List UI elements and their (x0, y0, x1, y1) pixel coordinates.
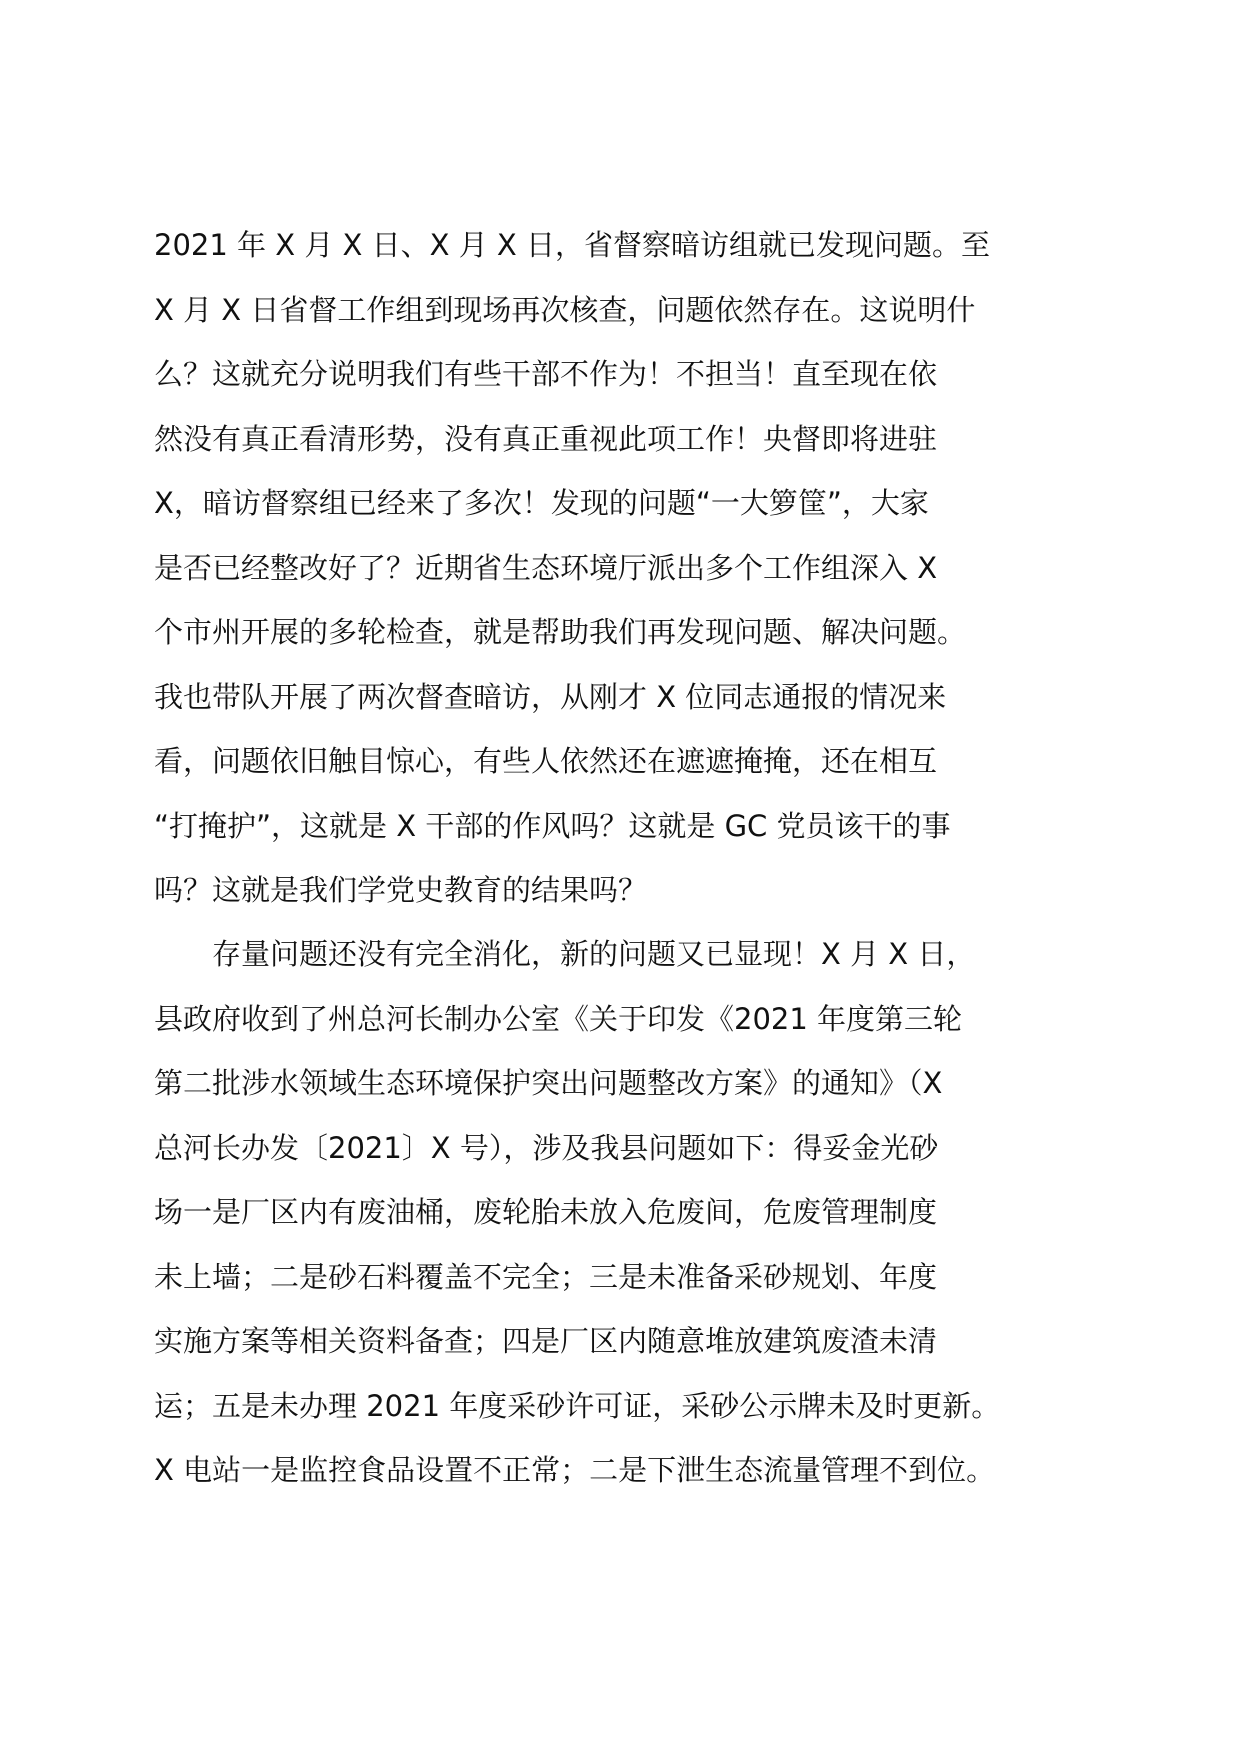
text-line: 个市州开展的多轮检查，就是帮助我们再发现问题、解决问题。 (154, 615, 967, 649)
text-line: X，暗访督察组已经来了多次！发现的问题“一大箩筐”，大家 (154, 486, 929, 520)
paragraph-1 (154, 213, 1094, 923)
text-line: 存量问题还没有完全消化，新的问题又已显现！X 月 X 日， (154, 937, 976, 971)
paragraph-2 (154, 922, 1094, 1503)
text-line: 场一是厂区内有废油桶，废轮胎未放入危废间，危废管理制度 (154, 1195, 938, 1229)
text-line: 是否已经整改好了？近期省生态环境厅派出多个工作组深入 X (154, 550, 938, 585)
text-line: 2021 年 X 月 X 日、X 月 X 日，省督察暗访组就已发现问题。至 (154, 228, 991, 262)
text-line: 么？这就充分说明我们有些干部不作为！不担当！直至现在依 (154, 357, 938, 391)
text-line: 运；五是未办理 2021 年度采砂许可证，采砂公示牌未及时更新。 (154, 1388, 1001, 1423)
text-line: 未上墙；二是砂石料覆盖不完全；三是未准备采砂规划、年度 (154, 1259, 938, 1294)
text-line: 县政府收到了州总河长制办公室《关于印发《2021 年度第三轮 (154, 1001, 963, 1036)
text-line: 我也带队开展了两次督查暗访，从刚才 X 位同志通报的情况来 (154, 679, 947, 714)
text-line: X 电站一是监控食品设置不正常；二是下泄生态流量管理不到位。 (154, 1453, 996, 1487)
text-line: 吗？这就是我们学党史教育的结果吗？ (154, 873, 648, 907)
text-line: X 月 X 日省督工作组到现场再次核查，问题依然存在。这说明什 (154, 292, 976, 327)
text-line: “打掩护”，这就是 X 干部的作风吗？这就是 GC 党员该干的事 (154, 808, 951, 843)
text-line: 实施方案等相关资料备查；四是厂区内随意堆放建筑废渣未清 (154, 1324, 938, 1358)
text-line: 看，问题依旧触目惊心，有些人依然还在遮遮掩掩，还在相互 (154, 744, 938, 778)
text-line: 然没有真正看清形势，没有真正重视此项工作！央督即将进驻 (154, 421, 938, 456)
text-line: 第二批涉水领域生态环境保护突出问题整改方案》的通知》（X (154, 1066, 943, 1100)
text-line: 总河长办发〔2021〕X 号），涉及我县问题如下：得妥金光砂 (154, 1130, 939, 1165)
